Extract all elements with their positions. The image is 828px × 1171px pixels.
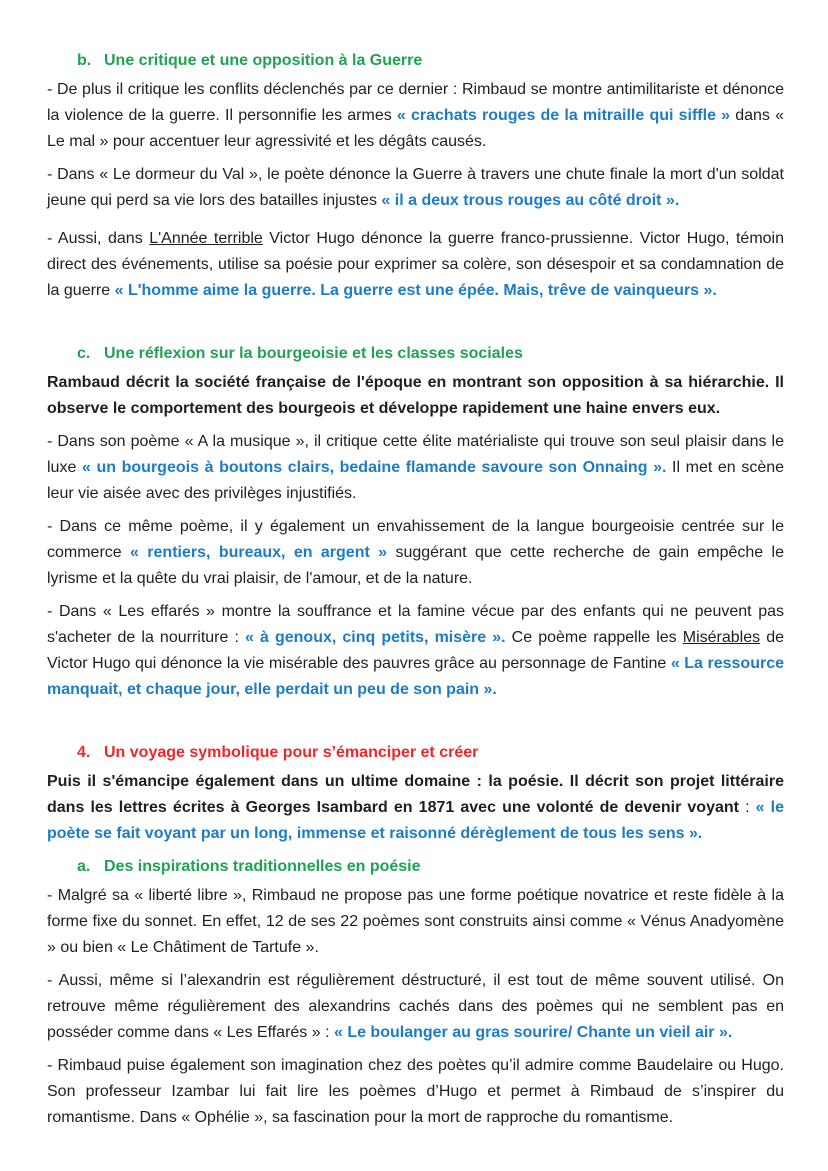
heading-marker: a. <box>77 858 91 875</box>
paragraph <box>47 1053 784 1131</box>
section-heading-b <box>47 48 784 74</box>
text-run: - Dans « Le dormeur du Val », le poète dénonce la Guerre à travers une chute finale la mort d'un soldat jeune qui perd sa vie lors des batailles injustes <box>47 166 784 209</box>
quote-run: « Le boulanger au gras sourire/ Chante un vieil air ». <box>333 1024 733 1041</box>
text-run: : <box>738 799 756 816</box>
section-heading-a <box>47 854 784 880</box>
heading-marker: b. <box>77 52 92 69</box>
paragraph <box>47 599 784 703</box>
text-run: Il met en scène leur vie aisée avec des privilèges injustifiés. <box>47 459 785 502</box>
text-run: - Malgré sa « liberté libre », Rimbaud ne propose pas une forme poétique novatrice et reste fidèle à la forme fixe du sonnet. En effet, 12 de ses 22 poèmes sont construits ainsi comme « Vénus Anadyomène » ou bien « Le Châtiment de Tartufe ». <box>47 887 784 956</box>
paragraph <box>47 883 784 961</box>
paragraph <box>47 77 784 155</box>
heading-marker: 4. <box>77 744 91 761</box>
quote-run: « La ressource manquait, et chaque jour, elle perdait un peu de son pain ». <box>47 655 784 698</box>
quote-run: « il a deux trous rouges au côté droit ». <box>381 192 680 209</box>
heading-text: Un voyage symbolique pour s’émanciper et créer <box>104 744 479 761</box>
heading-text: Une réflexion sur la bourgeoisie et les classes sociales <box>104 345 523 362</box>
book-title-underlined: L'Année terrible <box>149 230 263 247</box>
text-run: Victor Hugo dénonce la guerre franco-prussienne. Victor Hugo, témoin direct des événements, utilise sa poésie pour exprimer sa colère, son désespoir et sa condamnation de la guerre <box>47 230 785 299</box>
bold-text-run: Puis il s'émancipe également dans un ultime domaine : la poésie. Il décrit son projet littéraire dans les lettres écrites à Georges Isambard en 1871 avec une volonté de devenir voyant <box>47 773 784 816</box>
paragraph <box>47 429 784 507</box>
quote-run: « crachats rouges de la mitraille qui siffle » <box>396 107 731 124</box>
text-run: dans « Le mal » pour accentuer leur agressivité et les dégâts causés. <box>47 107 785 150</box>
document-body <box>47 48 784 1131</box>
heading-marker: c. <box>77 345 91 362</box>
section-heading-c <box>47 341 784 367</box>
paragraph <box>47 514 784 592</box>
quote-run: « le poète se fait voyant par un long, immense et raisonné dérèglement de tous les sens ». <box>47 799 784 842</box>
paragraph <box>47 370 784 422</box>
empty-line <box>47 710 784 736</box>
quote-run: « L'homme aime la guerre. La guerre est une épée. Mais, trêve de vainqueurs ». <box>114 282 717 299</box>
paragraph <box>47 162 784 214</box>
text-run: - Dans son poème « A la musique », il critique cette élite matérialiste qui trouve son seul plaisir dans le luxe <box>47 433 784 476</box>
book-title-underlined: Misérables <box>682 629 761 646</box>
text-run: - Aussi, même si l’alexandrin est régulièrement déstructuré, il est tout de même souvent utilisé. On retrouve même régulièrement des alexandrins cachés dans des poèmes qui ne semblent pas en posséder comme dans « Les Effarés » : <box>47 972 784 1041</box>
text-run: - Dans « Les effarés » montre la souffrance et la famine vécue par des enfants qui ne peuvent pas s'acheter de la nourriture : <box>47 603 784 646</box>
text-run: suggérant que cette recherche de gain empêche le lyrisme et la quête du vrai plaisir, de l'amour, et de la nature. <box>47 544 785 587</box>
heading-text: Des inspirations traditionnelles en poésie <box>104 858 421 875</box>
text-run: - Dans ce même poème, il y également un envahissement de la langue bourgeoisie centrée sur le commerce <box>47 518 784 561</box>
paragraph <box>47 769 784 847</box>
quote-run: « à genoux, cinq petits, misère ». <box>245 629 506 646</box>
quote-run: « un bourgeois à boutons clairs, bedaine flamande savoure son Onnaing ». <box>81 459 667 476</box>
quote-run: « rentiers, bureaux, en argent » <box>130 544 388 561</box>
heading-text: Une critique et une opposition à la Guerre <box>104 52 423 69</box>
text-run: - De plus il critique les conflits déclenchés par ce dernier : Rimbaud se montre antimilitariste et dénonce la violence de la guerre. Il personnifie les armes <box>47 81 784 124</box>
empty-line <box>47 311 784 337</box>
paragraph <box>47 226 784 304</box>
text-run: Ce poème rappelle les <box>505 629 683 646</box>
paragraph <box>47 968 784 1046</box>
text-run: de Victor Hugo qui dénonce la vie misérable des pauvres grâce au personnage de Fantine <box>47 629 785 672</box>
text-run: - Rimbaud puise également son imagination chez des poètes qu’il admire comme Baudelaire ou Hugo. Son professeur Izambar lui fait lire les poèmes d’Hugo et permet à Rimbaud de s’inspirer du romantisme. Dans « Ophélie », sa fascination pour la mort de rapproche du romantisme. <box>47 1057 784 1126</box>
bold-text-run: Rambaud décrit la société française de l'époque en montrant son opposition à sa hiérarchie. Il observe le comportement des bourgeois et développe rapidement une haine envers eux. <box>47 374 784 417</box>
text-run: - Aussi, dans <box>47 230 150 247</box>
section-heading-4 <box>47 740 784 766</box>
